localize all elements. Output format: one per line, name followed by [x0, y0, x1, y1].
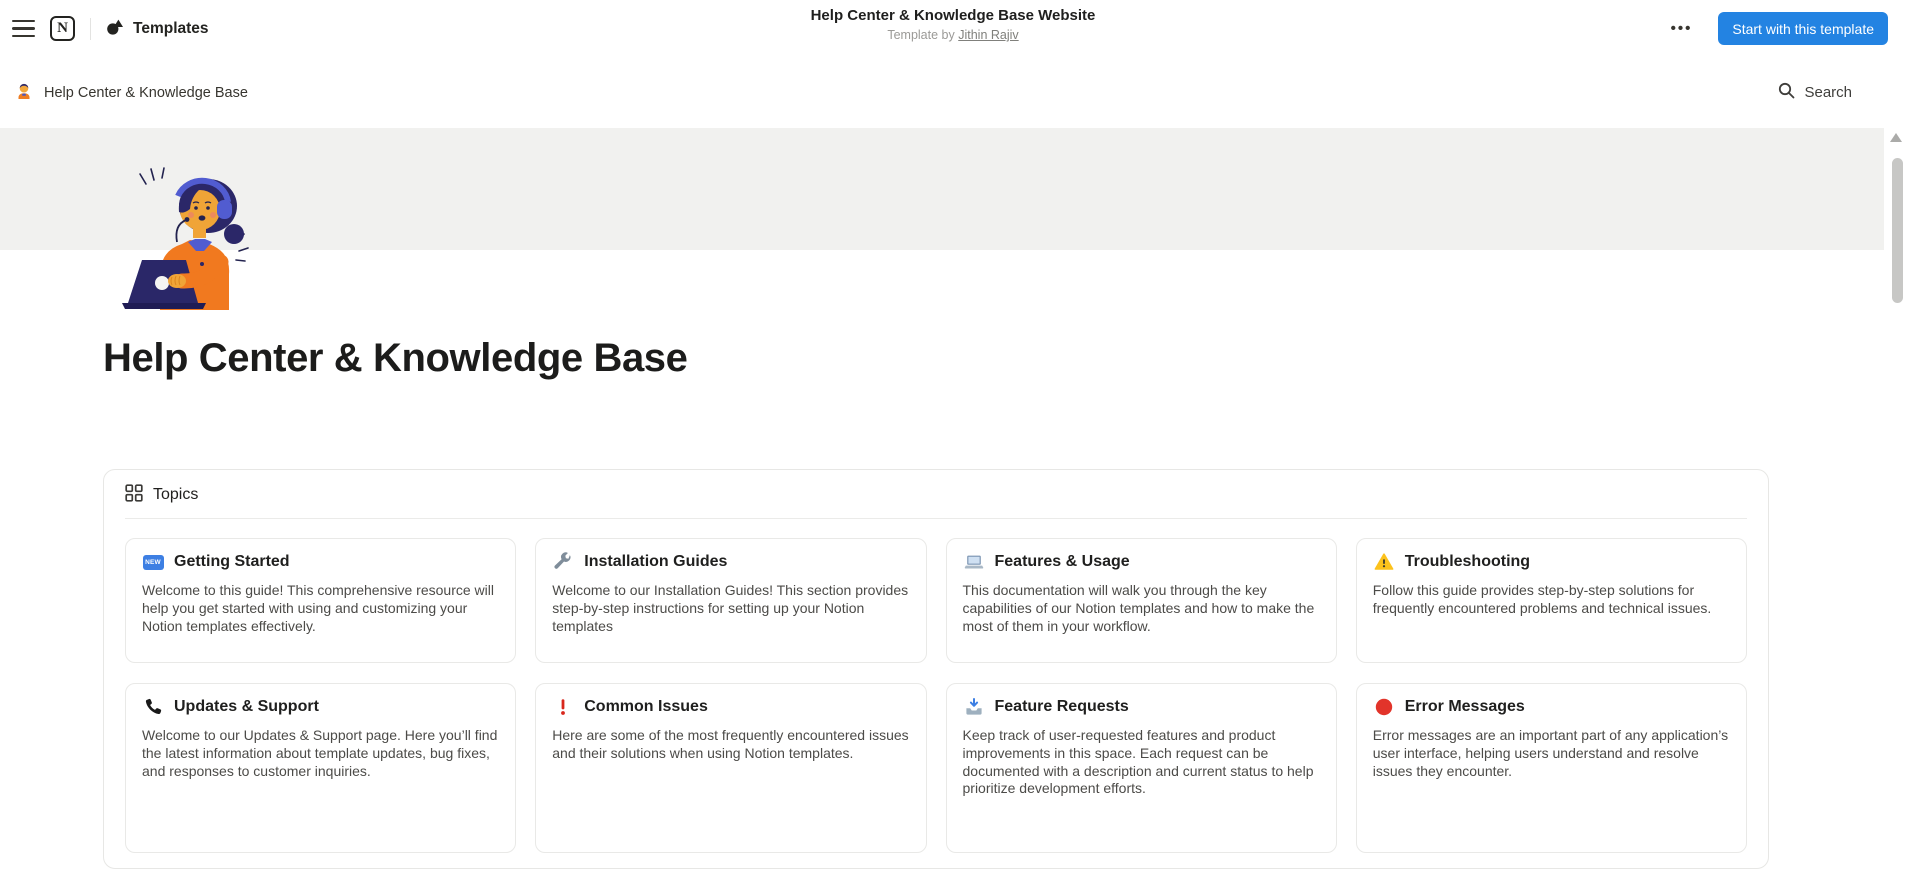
- inbox-tray-icon: [963, 697, 985, 717]
- search-button[interactable]: [1777, 57, 1852, 128]
- page-cover: [0, 128, 1884, 250]
- templates-label: Templates: [133, 19, 209, 37]
- topic-card[interactable]: [535, 538, 926, 663]
- laptop-icon: [963, 552, 985, 572]
- topics-section: [103, 469, 1769, 869]
- topic-card-description: Here are some of the most frequently encountered issues and their solutions when using Notion templates.: [552, 727, 909, 761]
- byline-prefix: Template by: [887, 28, 955, 42]
- topic-card-title: Installation Guides: [584, 553, 728, 570]
- topic-card-title: Error Messages: [1404, 698, 1525, 715]
- exclamation-icon: [552, 697, 574, 717]
- start-with-template-button[interactable]: Start with this template: [1718, 12, 1888, 45]
- wrench-icon: [552, 552, 574, 572]
- topic-card-title: Updates & Support: [174, 698, 319, 715]
- more-options-button[interactable]: •••: [1670, 20, 1693, 37]
- warning-icon: [1373, 552, 1395, 572]
- topic-card-description: Welcome to our Updates & Support page. Here you’ll find the latest information about template updates, bug fixes, and responses to customer inquiries.: [142, 727, 498, 779]
- red-circle-icon: [1373, 697, 1395, 717]
- search-icon: [1777, 81, 1796, 104]
- breadcrumb-page-title: Help Center & Knowledge Base: [44, 84, 248, 101]
- top-bar: [0, 0, 1906, 58]
- topic-card-description: Welcome to our Installation Guides! This section provides step-by-step instructions for setting up your Notion templates: [552, 582, 909, 634]
- new-badge-icon: [142, 552, 164, 572]
- templates-nav-link[interactable]: [106, 17, 209, 41]
- template-title: Help Center & Knowledge Base Website: [810, 7, 1096, 24]
- hero-illustration: [116, 162, 258, 310]
- templates-icon: [106, 17, 125, 41]
- topic-card-description: Keep track of user-requested features and product improvements in this space. Each request can be documented with a description and current status to help prioritize development efforts.: [962, 727, 1314, 797]
- topic-card-description: Error messages are an important part of any application’s user interface, helping users understand and resolve issues they encounter.: [1372, 727, 1729, 779]
- topic-card[interactable]: [946, 683, 1337, 853]
- scrollbar-up-arrow-icon[interactable]: [1890, 133, 1902, 142]
- search-label: Search: [1804, 84, 1852, 101]
- scrollbar-thumb[interactable]: [1892, 158, 1903, 303]
- notion-logo[interactable]: N: [50, 16, 75, 41]
- topic-card[interactable]: [1356, 538, 1747, 663]
- telephone-icon: [142, 697, 164, 717]
- topic-card[interactable]: [125, 683, 516, 853]
- grid-icon: [125, 484, 143, 507]
- template-byline: [811, 28, 1096, 42]
- topics-header-label: Topics: [153, 486, 199, 503]
- person-emoji-icon: [14, 81, 34, 105]
- divider: [125, 518, 1747, 519]
- topic-card-title: Troubleshooting: [1404, 553, 1531, 570]
- topic-card-title: Getting Started: [174, 553, 290, 570]
- divider: [90, 18, 91, 40]
- topic-card[interactable]: [535, 683, 926, 853]
- topics-card-grid: [125, 538, 1747, 853]
- topic-card[interactable]: [1356, 683, 1747, 853]
- topic-card[interactable]: [946, 538, 1337, 663]
- breadcrumb-bar: [0, 57, 1906, 128]
- topic-card-title: Feature Requests: [994, 698, 1129, 715]
- page-title: Help Center & Knowledge Base: [103, 336, 688, 380]
- byline-author-link[interactable]: Jithin Rajiv: [958, 28, 1019, 42]
- new-badge-icon: NEW: [143, 555, 164, 570]
- hamburger-menu-icon[interactable]: [12, 20, 35, 37]
- breadcrumb[interactable]: [14, 57, 248, 128]
- topic-card-title: Common Issues: [584, 698, 708, 715]
- topic-card-description: Welcome to this guide! This comprehensive resource will help you get started with using and customizing your Notion templates effectively.: [142, 582, 494, 634]
- topic-card-description: Follow this guide provides step-by-step solutions for frequently encountered problems and technical issues.: [1372, 582, 1712, 616]
- topic-card-title: Features & Usage: [994, 553, 1130, 570]
- topic-card[interactable]: [125, 538, 516, 663]
- topic-card-description: This documentation will walk you through the key capabilities of our Notion templates and how to make the most of them in your workflow.: [962, 582, 1315, 634]
